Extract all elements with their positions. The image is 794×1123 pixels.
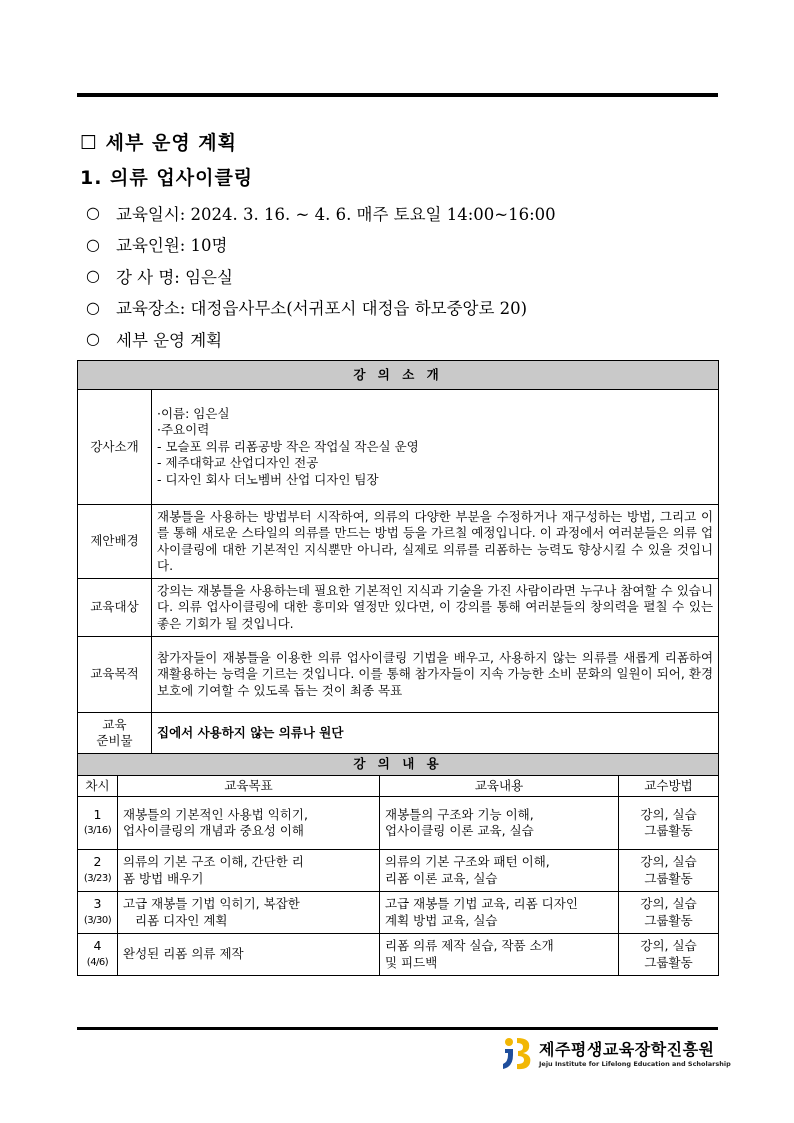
session-number: 2 (3/23) (78, 850, 118, 892)
logo-stroke-blue (503, 1049, 513, 1069)
bullet-item: ○ 교육인원: 10명 (86, 234, 228, 256)
logo-dot-yellow (505, 1038, 513, 1046)
session-goal: 의류의 기본 구조 이해, 간단한 리 폼 방법 배우기 (118, 850, 380, 892)
table-row (78, 850, 719, 892)
bottom-rule (77, 1027, 718, 1030)
org-logo-mark-icon (501, 1035, 535, 1071)
session-goal: 고급 재봉틀 기법 익히기, 복잡한 리폼 디자인 계획 (118, 892, 380, 934)
bullet-item: ○ 교육장소: 대정읍사무소(서귀포시 대정읍 하모중앙로 20) (86, 297, 528, 319)
section-title: ☐ 세부 운영 계획 (80, 132, 238, 154)
org-logo (501, 1035, 731, 1075)
goal-text: 참가자들이 재봉틀을 이용한 의류 업사이클링 기법을 배우고, 사용하지 않는 의류를 새롭게 리폼하여 재활용하는 능력을 기르는 것입니다. 이를 통해 참가자들이 지속 가능한 소비 문화의 일원이 되어, 환경 보호에 기여할 수 있도록 돕는 것이 최종 목표 (152, 637, 719, 713)
circle-bullet-icon: ○ (86, 203, 100, 223)
session-method: 강의, 실습 그룹활동 (619, 892, 719, 934)
background-label: 제안배경 (78, 505, 152, 579)
target-label: 교육대상 (78, 579, 152, 637)
session-content: 리폼 의류 제작 실습, 작품 소개 및 피드백 (380, 934, 619, 976)
table-row (78, 797, 719, 850)
bullet-list (86, 197, 556, 355)
session-number: 1 (3/16) (78, 797, 118, 850)
org-name: 제주평생교육장학진흥원 (539, 1040, 715, 1059)
logo-stroke-yellow (517, 1038, 530, 1069)
circle-bullet-icon: ○ (86, 266, 100, 286)
org-name-english: Jeju Institute for Lifelong Education and Scholarship (539, 1060, 731, 1068)
session-content: 재봉틀의 구조와 기능 이해, 업사이클링 이론 교육, 실습 (380, 797, 619, 850)
session-method: 강의, 실습 그룹활동 (619, 934, 719, 976)
bullet-item: ○ 교육일시: 2024. 3. 16. ~ 4. 6. 매주 토요일 14:00~16:00 (86, 203, 556, 224)
top-rule (77, 93, 718, 97)
bullet-item: ○ 세부 운영 계획 (86, 329, 223, 350)
table-row (78, 934, 719, 976)
table-row (78, 892, 719, 934)
session-goal: 완성된 리폼 의류 제작 (118, 934, 380, 976)
column-header-content: 교육내용 (380, 776, 619, 797)
session-number: 4 (4/6) (78, 934, 118, 976)
lecture-plan-table (77, 360, 719, 976)
session-number: 3 (3/30) (78, 892, 118, 934)
column-header-goal: 교육목표 (118, 776, 380, 797)
column-header-method: 교수방법 (619, 776, 719, 797)
program-title: 1. 의류 업사이클링 (80, 167, 254, 189)
content-header: 강 의 내 용 (78, 754, 719, 776)
circle-bullet-icon: ○ (86, 297, 100, 317)
circle-bullet-icon: ○ (86, 234, 100, 254)
background-text: 재봉틀을 사용하는 방법부터 시작하여, 의류의 다양한 부분을 수정하거나 재구성하는 방법, 그리고 이를 통해 새로운 스타일의 의류를 만드는 방법 등을 가르칠 예정입니다. 이 과정에서 여러분들은 의류 업사이클링에 대한 기본적인 지식뿐만 아니라, 실제로 의류를 리폼하는 능력도 향상시킬 수 있을 것입니다. (152, 505, 719, 579)
session-method: 강의, 실습 그룹활동 (619, 797, 719, 850)
goal-label: 교육목적 (78, 637, 152, 713)
instructor-info: ·이름: 임은실 ·주요이력 - 모슬포 의류 리폼공방 작은 작업실 작은실 운영 - 제주대학교 산업디자인 전공 - 디자인 회사 더노벰버 산업 디자인 팀장 (152, 390, 719, 505)
intro-header: 강 의 소 개 (78, 361, 719, 390)
session-content: 의류의 기본 구조와 패턴 이해, 리폼 이론 교육, 실습 (380, 850, 619, 892)
circle-bullet-icon: ○ (86, 329, 100, 349)
column-header-session: 차시 (78, 776, 118, 797)
materials-text: 집에서 사용하지 않는 의류나 원단 (152, 713, 719, 754)
session-content: 고급 재봉틀 기법 교육, 리폼 디자인 계획 방법 교육, 실습 (380, 892, 619, 934)
session-method: 강의, 실습 그룹활동 (619, 850, 719, 892)
bullet-item: ○ 강 사 명: 임은실 (86, 266, 233, 287)
instructor-label: 강사소개 (78, 390, 152, 505)
materials-label: 교육 준비물 (78, 713, 152, 754)
target-text: 강의는 재봉틀을 사용하는데 필요한 기본적인 지식과 기술을 가진 사람이라면 누구나 참여할 수 있습니다. 의류 업사이클링에 대한 흥미와 열정만 있다면, 이 강의를 통해 여러분들의 창의력을 펼칠 수 있는 좋은 기회가 될 것입니다. (152, 579, 719, 637)
session-goal: 재봉틀의 기본적인 사용법 익히기, 업사이클링의 개념과 중요성 이해 (118, 797, 380, 850)
